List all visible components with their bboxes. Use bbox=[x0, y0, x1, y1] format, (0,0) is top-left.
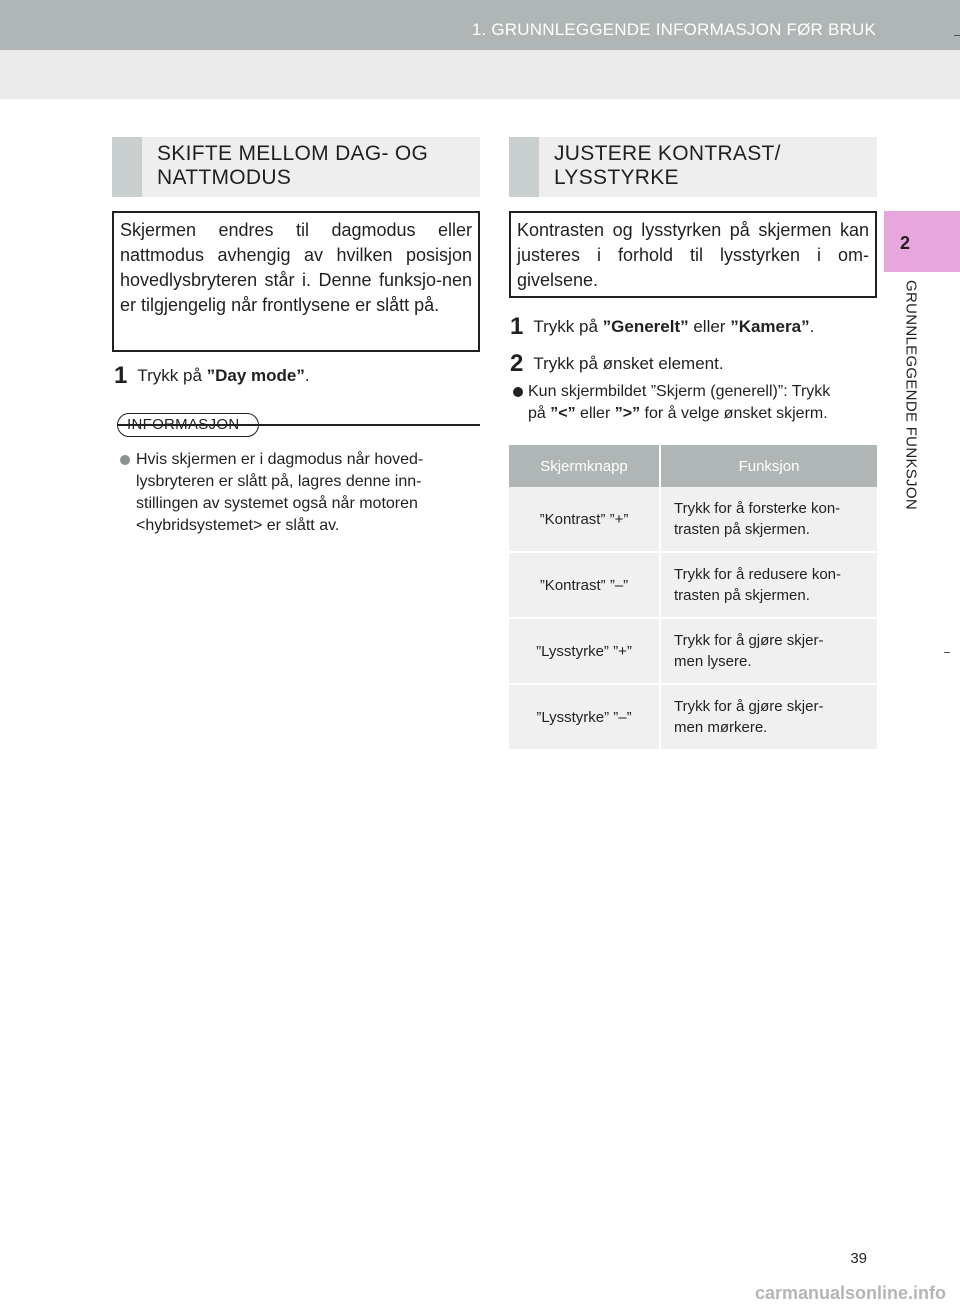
table-row bbox=[509, 618, 877, 684]
cell-button: ”Kontrast” ”–” bbox=[509, 552, 660, 618]
page-number: 39 bbox=[850, 1250, 867, 1267]
day-mode-label: ”Day mode” bbox=[206, 366, 305, 385]
cell-button: ”Lysstyrke” ”–” bbox=[509, 684, 660, 749]
cell-function: Trykk for å forsterke kon- trasten på skjermen. bbox=[660, 487, 877, 552]
col-header-function: Funksjon bbox=[660, 445, 877, 487]
right-intro-box: Kontrasten og lysstyrken på skjermen kan justeres i forhold til lysstyrken i om-givelsene. bbox=[509, 211, 877, 298]
crop-mark bbox=[944, 652, 950, 653]
chapter-tab-label: GRUNNLEGGENDE FUNKSJON bbox=[902, 280, 920, 510]
heading-marker bbox=[509, 137, 539, 197]
step-number: 1 bbox=[510, 313, 524, 340]
cell-button: ”Lysstyrke” ”+” bbox=[509, 618, 660, 684]
crop-mark bbox=[954, 35, 960, 36]
table-row bbox=[509, 487, 877, 552]
right-step-2: 2 Trykk på ønsket element. bbox=[510, 350, 724, 377]
left-section-heading bbox=[112, 137, 480, 197]
heading-marker bbox=[112, 137, 142, 197]
bullet-icon bbox=[513, 387, 523, 397]
cell-function: Trykk for å gjøre skjer- men lysere. bbox=[660, 618, 877, 684]
watermark-link[interactable]: carmanualsonline.info bbox=[754, 1283, 946, 1303]
chapter-tab-number: 2 bbox=[900, 233, 911, 253]
heading-line: SKIFTE MELLOM DAG- OG bbox=[157, 142, 429, 165]
chapter-tab[interactable] bbox=[884, 211, 960, 272]
info-text: Hvis skjermen er i dagmodus når hoved- lysbryteren er slått på, lagres denne inn- stillingen av systemet også når motoren <hybridsystemet> er slått av. bbox=[136, 451, 424, 534]
heading-line: NATTMODUS bbox=[157, 166, 292, 189]
left-intro-box: Skjermen endres til dagmodus eller nattmodus avhengig av hvilken posisjon hovedlysbryteren står i. Denne funksjo-nen er tilgjengelig når frontlysene er slått på. bbox=[112, 211, 480, 352]
function-table bbox=[509, 445, 877, 749]
left-step-1: 1 Trykk på ”Day mode”. bbox=[114, 362, 310, 389]
col-header-button: Skjermknapp bbox=[509, 445, 660, 487]
cell-button: ”Kontrast” ”+” bbox=[509, 487, 660, 552]
cell-function: Trykk for å gjøre skjer- men mørkere. bbox=[660, 684, 877, 749]
info-badge: INFORMASJON bbox=[117, 413, 259, 437]
chapter-title: 1. GRUNNLEGGENDE INFORMASJON FØR BRUK bbox=[471, 20, 876, 39]
table-row bbox=[509, 684, 877, 749]
table-header-row bbox=[509, 445, 877, 487]
step-number: 2 bbox=[510, 350, 524, 377]
right-step-1: 1 Trykk på ”Generelt” eller ”Kamera”. bbox=[510, 313, 815, 340]
bullet-icon bbox=[120, 455, 130, 465]
heading-line: LYSSTYRKE bbox=[554, 166, 679, 189]
kamera-label: ”Kamera” bbox=[730, 317, 810, 336]
cell-function: Trykk for å redusere kon- trasten på skjermen. bbox=[660, 552, 877, 618]
step-number: 1 bbox=[114, 362, 128, 389]
generelt-label: ”Generelt” bbox=[602, 317, 689, 336]
table-row bbox=[509, 552, 877, 618]
heading-line: JUSTERE KONTRAST/ bbox=[554, 142, 781, 165]
right-section-heading bbox=[509, 137, 877, 197]
screen-note: Kun skjermbildet ”Skjerm (generell)”: Trykk på ”<” eller ”>” for å velge ønsket skjerm. bbox=[528, 383, 831, 422]
